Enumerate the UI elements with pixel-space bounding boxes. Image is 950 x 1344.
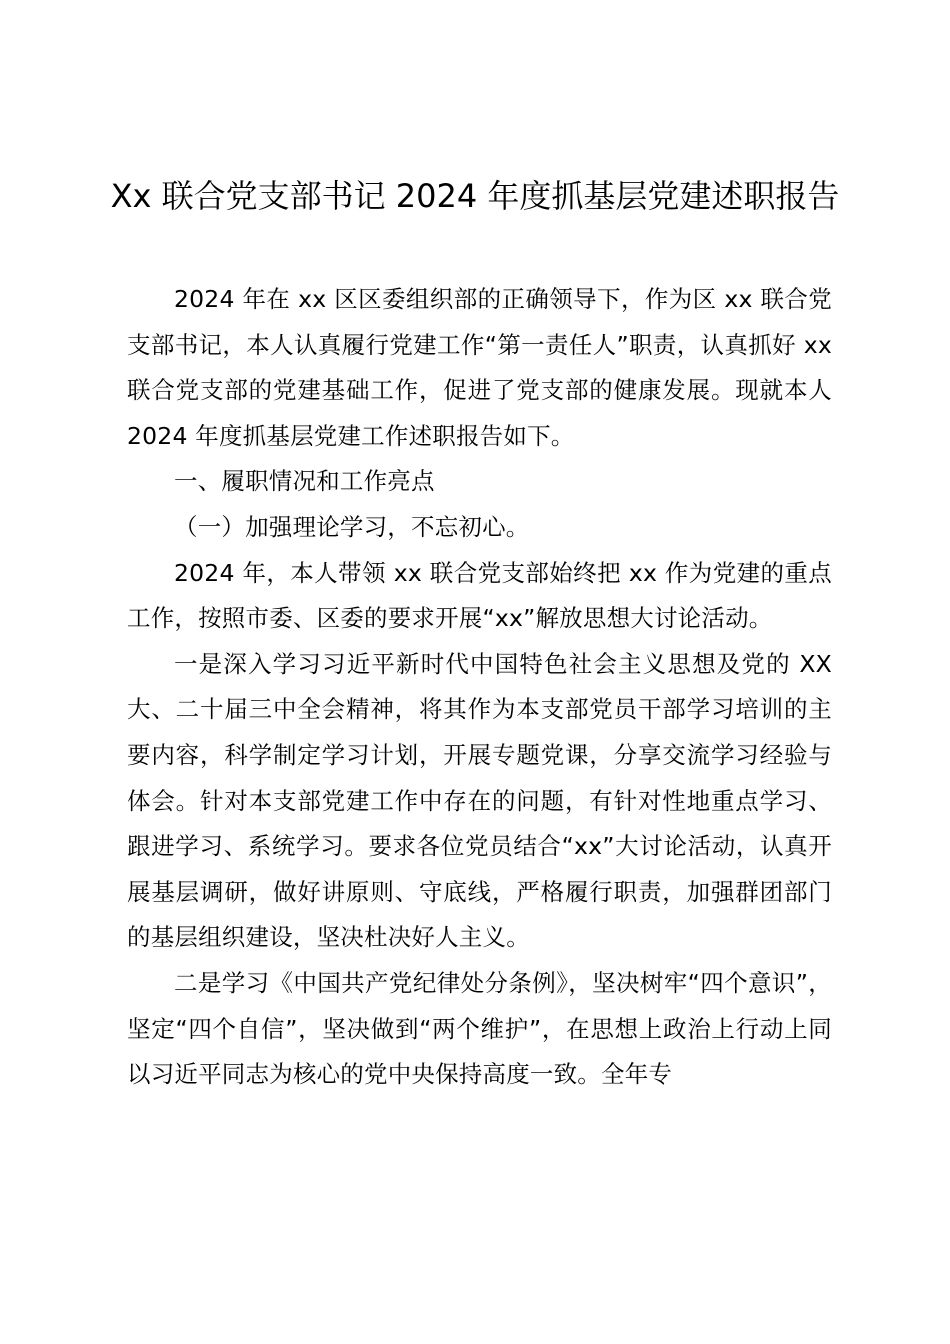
paragraph-intro: 2024 年在 xx 区区委组织部的正确领导下，作为区 xx 联合党支部书记，本人认真履行党建工作“第一责任人”职责，认真抓好 xx 联合党支部的党建基础工作，促进了党支部的健康发展。现就本人 2024 年度抓基层党建工作述职报告如下。: [127, 285, 832, 450]
document-body: [127, 277, 832, 1098]
paragraph: 2024 年，本人带领 xx 联合党支部始终把 xx 作为党建的重点工作，按照市委、区委的要求开展“xx”解放思想大讨论活动。: [127, 558, 832, 633]
section-heading: 一、履职情况和工作亮点: [174, 467, 435, 496]
paragraph: 二是学习《中国共产党纪律处分条例》，坚决树牢“四个意识”，坚定“四个自信”，坚决做到“两个维护”，在思想上政治上行动上同以习近平同志为核心的党中央保持高度一致。全年专: [127, 968, 832, 1089]
paragraph: 一是深入学习习近平新时代中国特色社会主义思想及党的 XX 大、二十届三中全会精神，将其作为本支部党员干部学习培训的主要内容，科学制定学习计划，开展专题党课，分享交流学习经验与体会。针对本支部党建工作中存在的问题，有针对性地重点学习、跟进学习、系统学习。要求各位党员结合“xx”大讨论活动，认真开展基层调研，做好讲原则、守底线，严格履行职责，加强群团部门的基层组织建设，坚决杜决好人主义。: [127, 649, 832, 952]
document-title: Xx 联合党支部书记 2024 年度抓基层党建述职报告: [110, 177, 840, 215]
subsection-heading: （一）加强理论学习，不忘初心。: [174, 512, 530, 541]
